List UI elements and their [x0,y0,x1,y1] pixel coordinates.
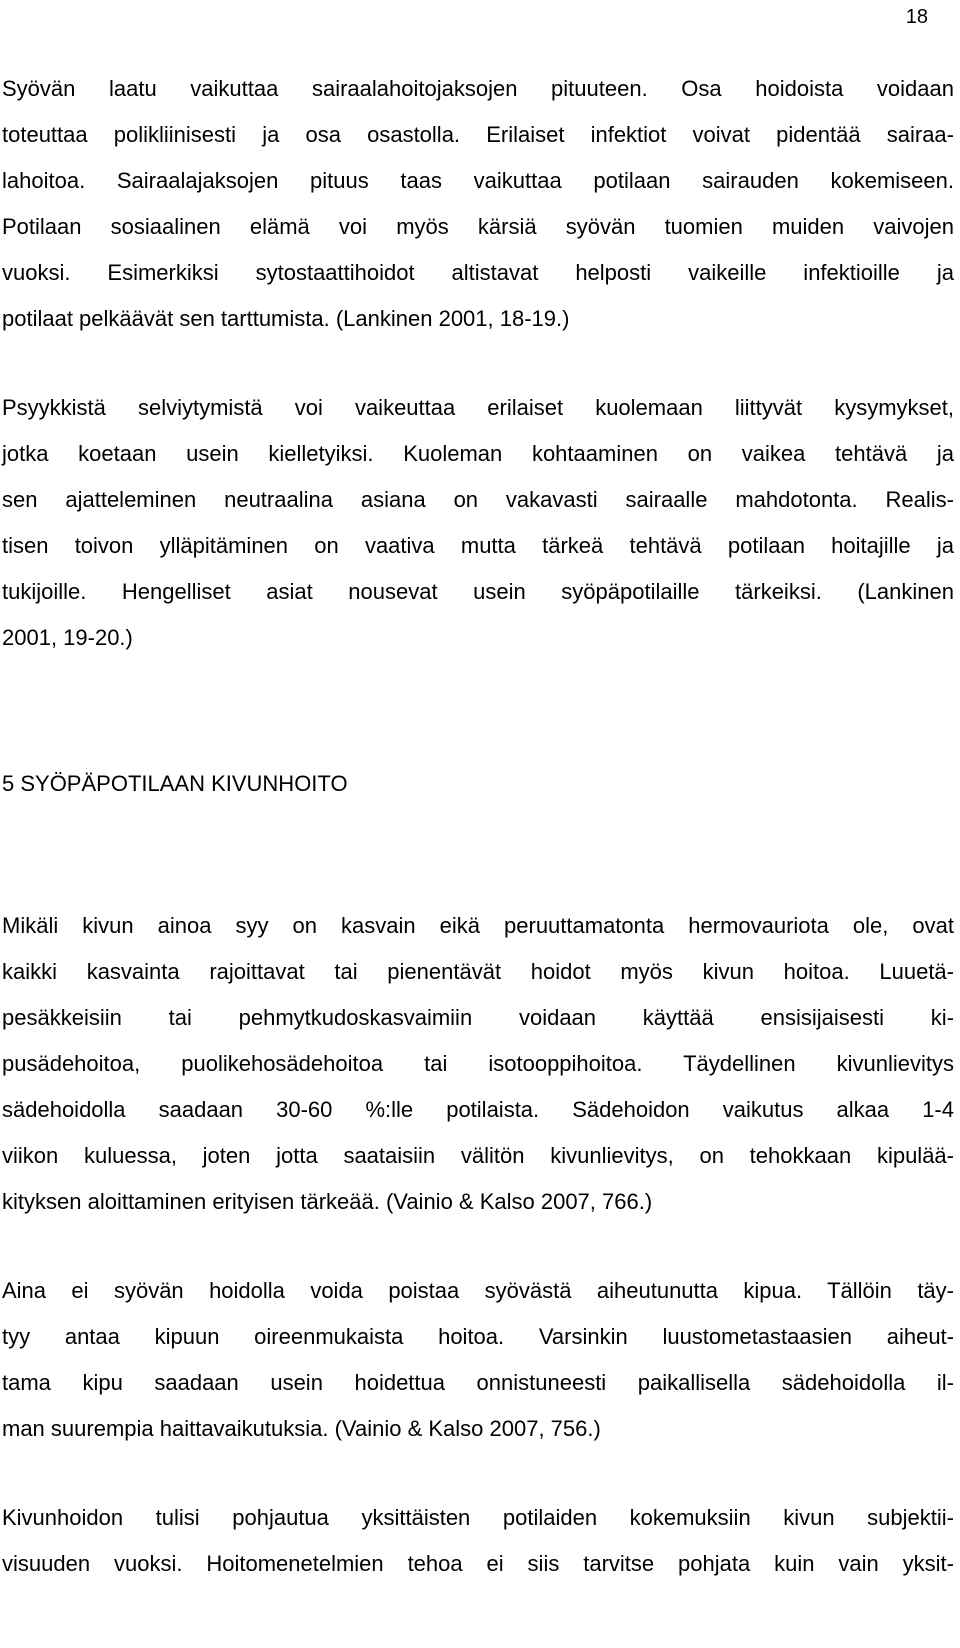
text-line: viikon kuluessa, joten jotta saataisiin välitön kivunlievitys, on tehokkaan kipulää- [2,1143,954,1168]
paragraph-1 [2,66,954,342]
text-line: 2001, 19-20.) [2,625,133,650]
text-line: Syövän laatu vaikuttaa sairaalahoitojaksojen pituuteen. Osa hoidoista voidaan [2,76,954,101]
text-line: toteuttaa polikliinisesti ja osa osastolla. Erilaiset infektiot voivat pidentää sairaa- [2,122,954,147]
text-line: Potilaan sosiaalinen elämä voi myös kärsiä syövän tuomien muiden vaivojen [2,214,954,239]
text-line: pusädehoitoa, puolikehosädehoitoa tai isotooppihoitoa. Täydellinen kivunlievitys [2,1051,954,1076]
document-body [2,66,954,1587]
text-line: lahoitoa. Sairaalajaksojen pituus taas vaikuttaa potilaan sairauden kokemiseen. [2,168,954,193]
paragraph-4 [2,1268,954,1452]
text-line: tama kipu saadaan usein hoidettua onnistuneesti paikallisella sädehoidolla il- [2,1370,954,1395]
text-line: tisen toivon ylläpitäminen on vaativa mutta tärkeä tehtävä potilaan hoitajille ja [2,533,954,558]
text-line: potilaat pelkäävät sen tarttumista. (Lankinen 2001, 18-19.) [2,306,570,331]
text-line: Aina ei syövän hoidolla voida poistaa syövästä aiheutunutta kipua. Tällöin täy- [2,1278,954,1303]
text-line: vuoksi. Esimerkiksi sytostaattihoidot altistavat helposti vaikeille infektioille ja [2,260,954,285]
paragraph-2 [2,385,954,661]
text-line: sädehoidolla saadaan 30-60 %:lle potilaista. Sädehoidon vaikutus alkaa 1-4 [2,1097,954,1122]
text-line: sen ajatteleminen neutraalina asiana on vakavasti sairaalle mahdotonta. Realis- [2,487,954,512]
text-line: tyy antaa kipuun oireenmukaista hoitoa. Varsinkin luustometastaasien aiheut- [2,1324,954,1349]
text-line: man suurempia haittavaikutuksia. (Vainio & Kalso 2007, 756.) [2,1416,601,1441]
paragraph-3 [2,903,954,1225]
text-line: kaikki kasvainta rajoittavat tai pienentävät hoidot myös kivun hoitoa. Luuetä- [2,959,954,984]
section-heading: 5 SYÖPÄPOTILAAN KIVUNHOITO [2,771,348,796]
page-number: 18 [905,6,928,28]
text-line: tukijoille. Hengelliset asiat nousevat usein syöpäpotilaille tärkeiksi. (Lankinen [2,579,954,604]
text-line: pesäkkeisiin tai pehmytkudoskasvaimiin voidaan käyttää ensisijaisesti ki- [2,1005,954,1030]
text-line: jotka koetaan usein kielletyiksi. Kuoleman kohtaaminen on vaikea tehtävä ja [2,441,954,466]
text-line: Kivunhoidon tulisi pohjautua yksittäisten potilaiden kokemuksiin kivun subjektii- [2,1505,954,1530]
text-line: kityksen aloittaminen erityisen tärkeää. (Vainio & Kalso 2007, 766.) [2,1189,653,1214]
text-line: Mikäli kivun ainoa syy on kasvain eikä peruuttamatonta hermovauriota ole, ovat [2,913,954,938]
paragraph-5 [2,1495,954,1587]
text-line: visuuden vuoksi. Hoitomenetelmien tehoa ei siis tarvitse pohjata kuin vain yksit- [2,1551,954,1576]
text-line: Psyykkistä selviytymistä voi vaikeuttaa erilaiset kuolemaan liittyvät kysymykset, [2,395,954,420]
